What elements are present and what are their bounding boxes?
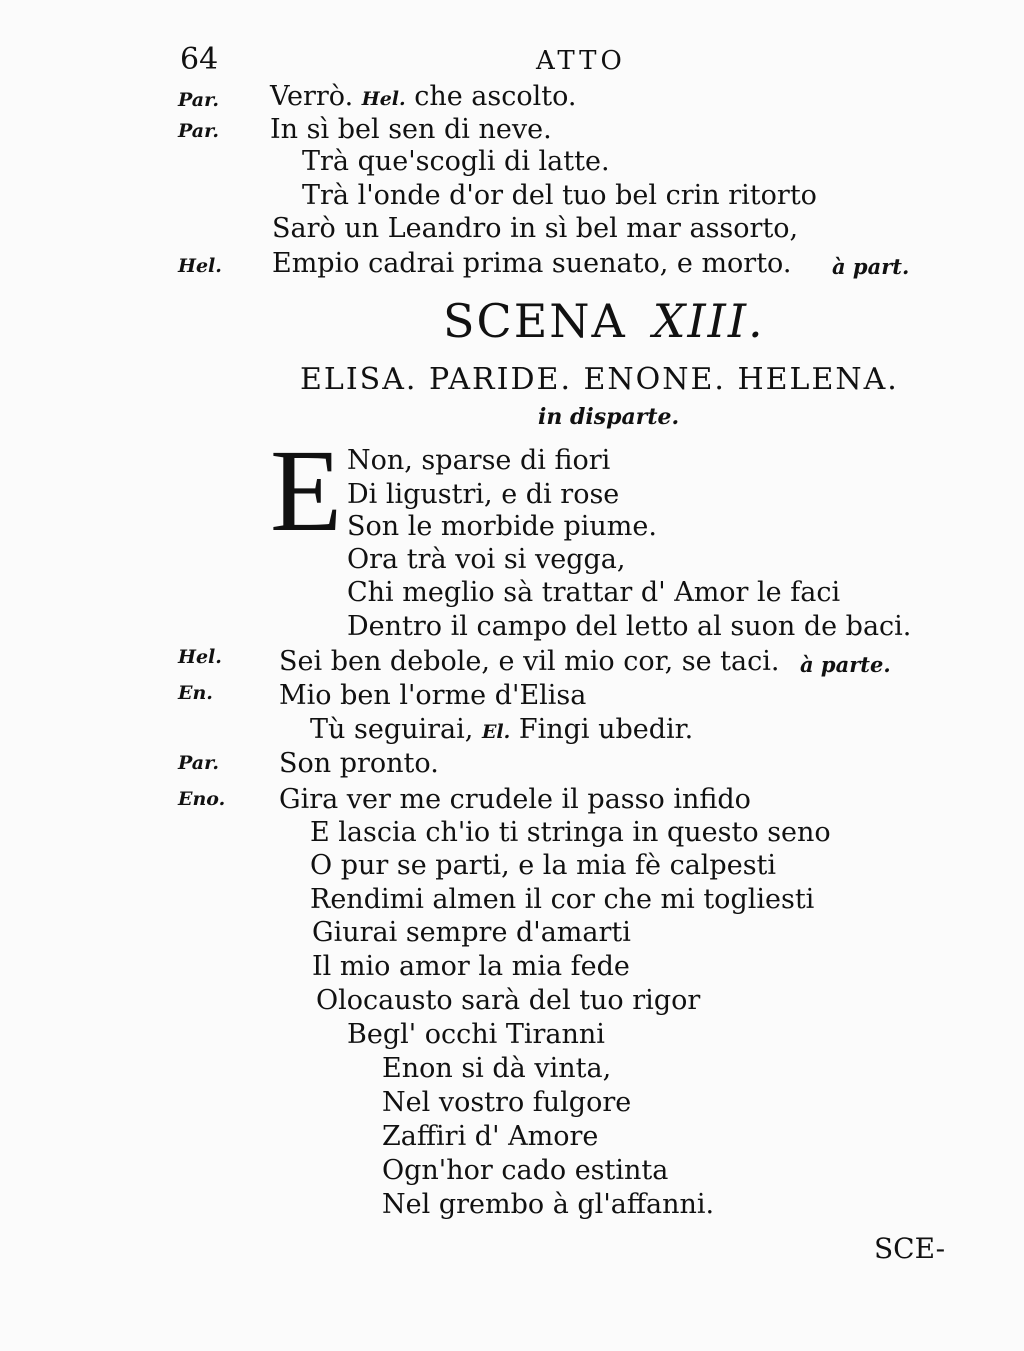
- verse-text: Zaffiri d' Amore: [382, 1121, 599, 1152]
- verse-text: Enon si dà vinta,: [382, 1053, 612, 1084]
- verse-line: [347, 546, 625, 573]
- verse-text: Sarò un Leandro in sì bel mar assorto,: [272, 213, 799, 244]
- verse-text: Mio ben l'orme d'Elisa: [279, 680, 587, 711]
- verse-line: [382, 1089, 631, 1116]
- verse-text: E lascia ch'io ti stringa in questo seno: [310, 817, 831, 848]
- verse-line: [310, 886, 814, 913]
- verse-text: Nel vostro fulgore: [382, 1087, 632, 1118]
- speaker-label: Par.: [178, 89, 219, 111]
- verse-line: [316, 987, 700, 1014]
- verse-line: [270, 116, 552, 143]
- scene-title: SCENA: [443, 294, 627, 348]
- verse-line: [347, 579, 840, 606]
- verse-line: [382, 1123, 598, 1150]
- page-number: 64: [180, 42, 219, 77]
- verse-text: Dentro il campo del letto al suon de baci.: [347, 611, 912, 642]
- verse-line: [279, 648, 779, 675]
- verse-line: [272, 215, 798, 242]
- verse-text: O pur se parti, e la mia fè calpesti: [310, 850, 777, 881]
- verse-text: Rendimi almen il cor che mi togliesti: [310, 884, 815, 915]
- verse-text: Non, sparse di fiori: [347, 445, 611, 476]
- verse-text: Tù seguirai,: [310, 714, 482, 745]
- verse-text: Sei ben debole, e vil mio cor, se taci.: [279, 646, 780, 677]
- speaker-label: Par.: [178, 752, 219, 774]
- verse-line: [270, 83, 576, 110]
- scene-heading: [443, 294, 765, 348]
- verse-line: [310, 716, 693, 743]
- inline-speaker: Hel.: [361, 88, 406, 110]
- scene-characters: ELISA. PARIDE. ENONE. HELENA.: [300, 362, 899, 397]
- verse-text: Giurai sempre d'amarti: [312, 917, 631, 948]
- speaker-label: Par.: [178, 120, 219, 142]
- verse-line: [347, 1021, 605, 1048]
- verse-text: Son pronto.: [279, 748, 439, 779]
- inline-speaker: El.: [481, 721, 511, 743]
- verse-text: Ora trà voi si vegga,: [347, 544, 626, 575]
- verse-text: Son le morbide piume.: [347, 511, 657, 542]
- verse-line: [382, 1055, 611, 1082]
- verse-line: [312, 953, 630, 980]
- verse-text: Begl' occhi Tiranni: [347, 1019, 605, 1050]
- verse-line: [310, 819, 831, 846]
- verse-text: Olocausto sarà del tuo rigor: [316, 985, 701, 1016]
- verse-line: [302, 148, 610, 175]
- verse-text: Verrò.: [270, 81, 362, 112]
- verse-text: Ogn'hor cado estinta: [382, 1155, 669, 1186]
- speaker-label: Hel.: [178, 255, 222, 277]
- verse-text: Trà que'scogli di latte.: [302, 146, 610, 177]
- verse-text: Empio cadrai prima suenato, e morto.: [272, 248, 792, 279]
- verse-line: [279, 682, 586, 709]
- verse-text: che ascolto.: [405, 81, 577, 112]
- verse-line: [347, 613, 911, 640]
- verse-line: [382, 1157, 668, 1184]
- verse-text: Il mio amor la mia fede: [312, 951, 630, 982]
- verse-line: [347, 481, 619, 508]
- verse-line: [279, 750, 439, 777]
- verse-line: [310, 852, 776, 879]
- speaker-label: Eno.: [178, 788, 226, 810]
- verse-text: Chi meglio sà trattar d' Amor le faci: [347, 577, 841, 608]
- verse-text: Gira ver me crudele il passo infido: [279, 784, 751, 815]
- verse-line: [312, 919, 631, 946]
- verse-text: In sì bel sen di neve.: [270, 114, 552, 145]
- verse-line: [347, 447, 610, 474]
- running-head: ATTO: [536, 46, 626, 76]
- verse-line: [272, 250, 791, 277]
- verse-line: [382, 1191, 714, 1218]
- verse-text: Nel grembo à gl'affanni.: [382, 1189, 715, 1220]
- verse-text: Fingi ubedir.: [510, 714, 694, 745]
- aside-direction: à parte.: [800, 652, 891, 677]
- verse-line: [347, 513, 657, 540]
- verse-text: Trà l'onde d'or del tuo bel crin ritorto: [302, 180, 817, 211]
- speaker-label: Hel.: [178, 646, 222, 668]
- speaker-label: En.: [178, 682, 213, 704]
- scene-number: XIII.: [652, 294, 765, 348]
- verse-text: Di ligustri, e di rose: [347, 479, 620, 510]
- drop-cap: E: [270, 425, 343, 556]
- aside-direction: à part.: [832, 254, 910, 279]
- verse-line: [302, 182, 817, 209]
- catchword: SCE-: [874, 1232, 946, 1265]
- stage-direction: in disparte.: [538, 404, 680, 430]
- verse-line: [279, 786, 751, 813]
